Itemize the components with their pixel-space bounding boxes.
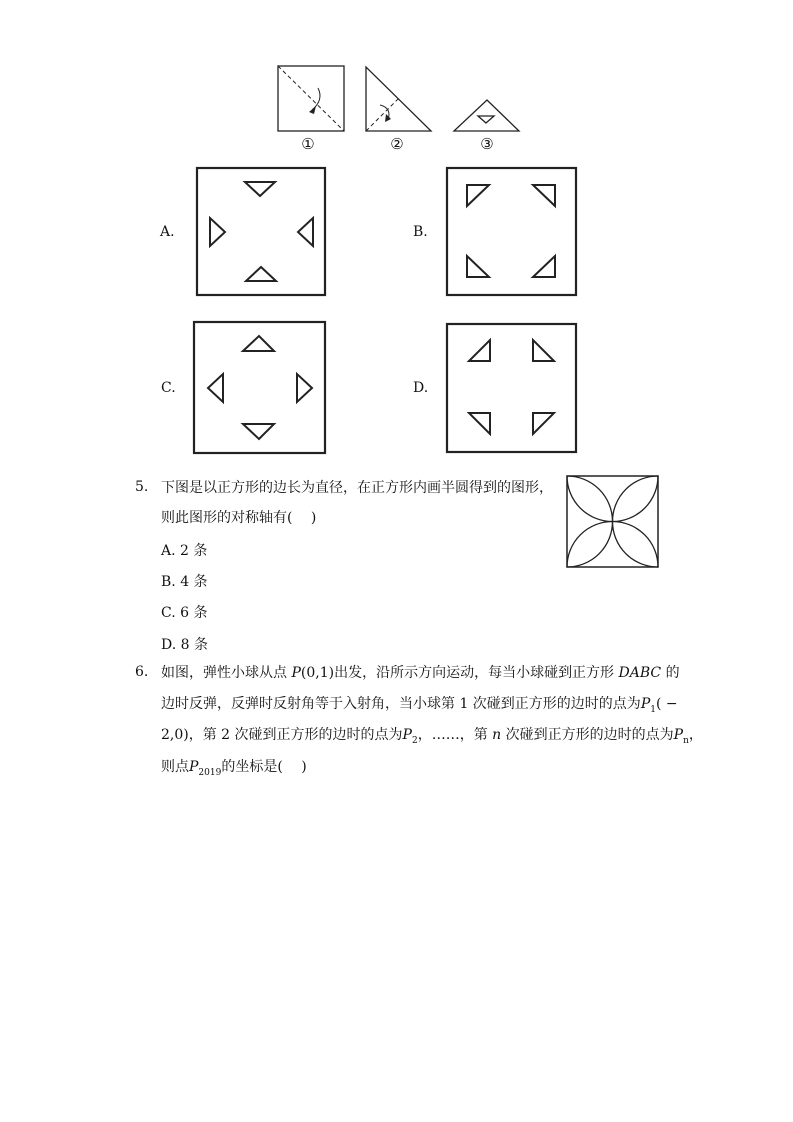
option-d-label: D. xyxy=(413,380,429,396)
fold-caption-1: ① xyxy=(301,135,315,153)
question-6-text-line1: 如图，弹性小球从点 P(0,1)出发，沿所示方向运动，每当小球碰到正方形 DABC 的 xyxy=(161,665,680,681)
question-5-choice-a: A. 2 条 xyxy=(161,543,208,559)
question-6-text-line4: 则点$P_{2019}$的坐标是( ) xyxy=(161,759,307,778)
option-b-label: B. xyxy=(413,224,428,240)
question-5-choice-b: B. 4 条 xyxy=(161,574,208,590)
question-5-choice-c: C. 6 条 xyxy=(161,605,208,621)
option-c-label: C. xyxy=(161,380,176,396)
question-6-text-line2: 边时反弹，反弹时反射角等于入射角，当小球第 1 次碰到正方形的边时的点为$P_1$( − xyxy=(161,696,678,715)
question-5-choice-d: D. 8 条 xyxy=(161,637,208,653)
question-5-number: 5. xyxy=(135,479,149,495)
option-a-label: A. xyxy=(160,224,175,240)
question-5-text-line1: 下图是以正方形的边长为直径，在正方形内画半圆得到的图形， xyxy=(161,480,553,496)
fold-caption-3: ③ xyxy=(480,135,494,153)
question-5-text-line2: 则此图形的对称轴有( ) xyxy=(161,510,317,526)
fold-caption-2: ② xyxy=(390,135,404,153)
question-6-number: 6. xyxy=(135,664,149,680)
question-6-text-line3: 2,0)，第 2 次碰到正方形的边时的点为$P_2$，……，第 n 次碰到正方形的边时的点为$P_n$， xyxy=(161,727,703,746)
